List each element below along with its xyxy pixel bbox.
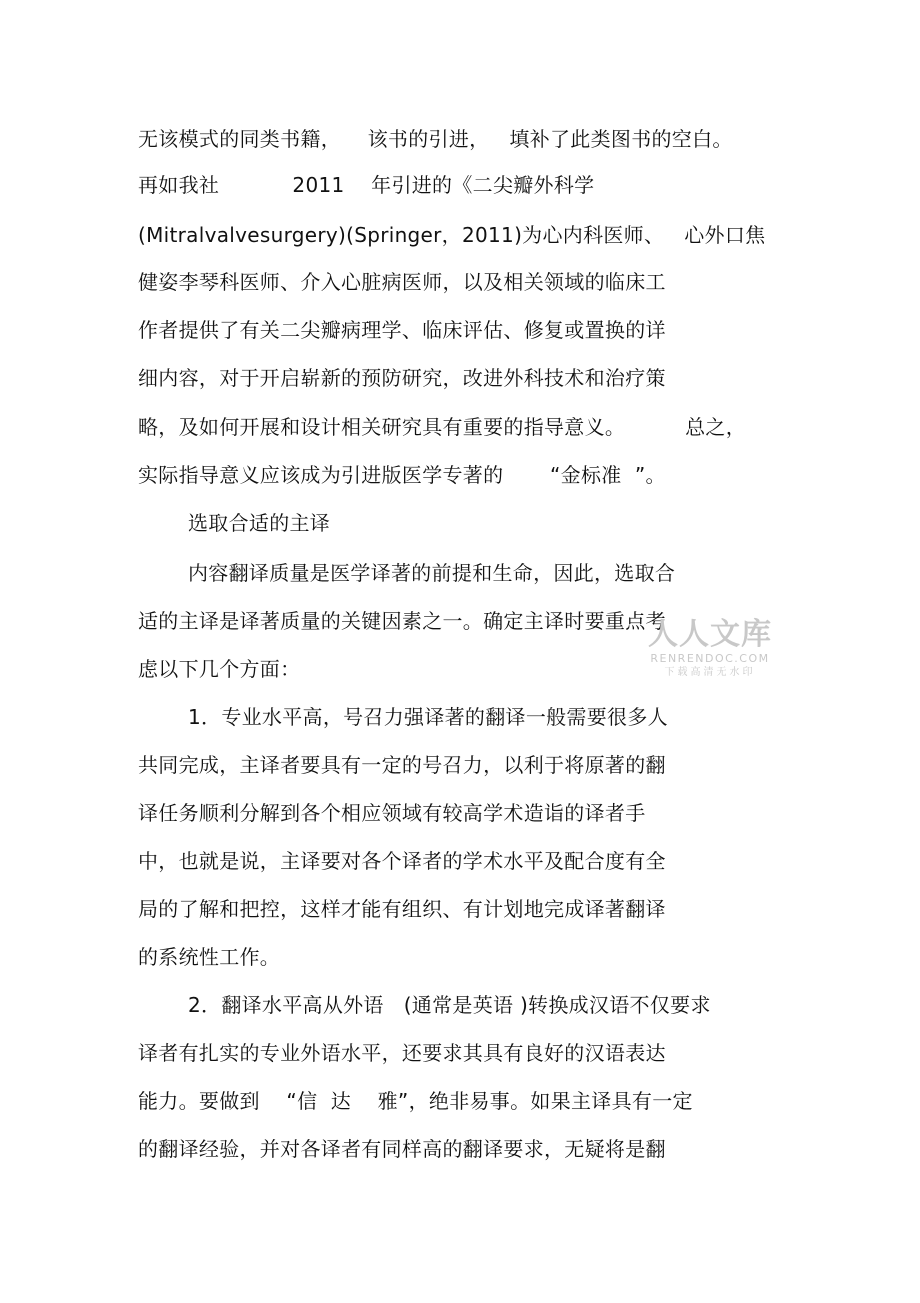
text-line: 1．专业水平高，号召力强译著的翻译一般需要很多人 [188, 705, 668, 729]
text-line: 局的了解和把控，这样才能有组织、有计划地完成译著翻译 [138, 897, 666, 921]
text-line: 无该模式的同类书籍， 该书的引进， 填补了此类图书的空白。 [138, 127, 733, 151]
text-line: 能力。要做到 “信 达 雅”，绝非易事。如果主译具有一定 [138, 1089, 693, 1113]
watermark-subtitle: 下载高清无水印 [664, 667, 756, 678]
text-line: 健姿李琴科医师、介入心脏病医师，以及相关领域的临床工 [138, 270, 666, 294]
text-line: 作者提供了有关二尖瓣病理学、临床评估、修复或置换的详 [138, 318, 666, 342]
text-line: 虑以下几个方面： [138, 657, 301, 681]
text-line: 内容翻译质量是医学译著的前提和生命，因此，选取合 [188, 561, 676, 585]
text-line: 译者有扎实的专业外语水平，还要求其具有良好的汉语表达 [138, 1041, 666, 1065]
text-line: 略，及如何开展和设计相关研究具有重要的指导意义。 总之， [138, 415, 747, 439]
text-line: 再如我社 2011 年引进的《二尖瓣外科学 [138, 173, 595, 197]
text-line: 译任务顺利分解到各个相应领域有较高学术造诣的译者手 [138, 801, 646, 825]
text-line: 2．翻译水平高从外语 (通常是英语 )转换成汉语不仅要求 [188, 993, 711, 1017]
text-line: 适的主译是译著质量的关键因素之一。确定主译时要重点考 [138, 609, 666, 633]
text-line: 共同完成，主译者要具有一定的号召力，以利于将原著的翻 [138, 753, 666, 777]
watermark-title: 人人文库 [648, 617, 772, 652]
watermark-logo [647, 618, 773, 680]
watermark-url: RENRENDOC.COM [650, 652, 770, 665]
section-heading: 选取合适的主译 [188, 511, 331, 535]
text-line: 细内容，对于开启崭新的预防研究，改进外科技术和治疗策 [138, 366, 666, 390]
text-line: 实际指导意义应该成为引进版医学专著的 “金标准 ”。 [138, 463, 666, 487]
text-line: (Mitralvalvesurgery)(Springer，2011)为心内科医师、 心外口焦 [138, 223, 766, 247]
text-line: 中，也就是说，主译要对各个译者的学术水平及配合度有全 [138, 849, 666, 873]
text-line: 的翻译经验，并对各译者有同样高的翻译要求，无疑将是翻 [138, 1137, 666, 1161]
text-line: 的系统性工作。 [138, 945, 281, 969]
